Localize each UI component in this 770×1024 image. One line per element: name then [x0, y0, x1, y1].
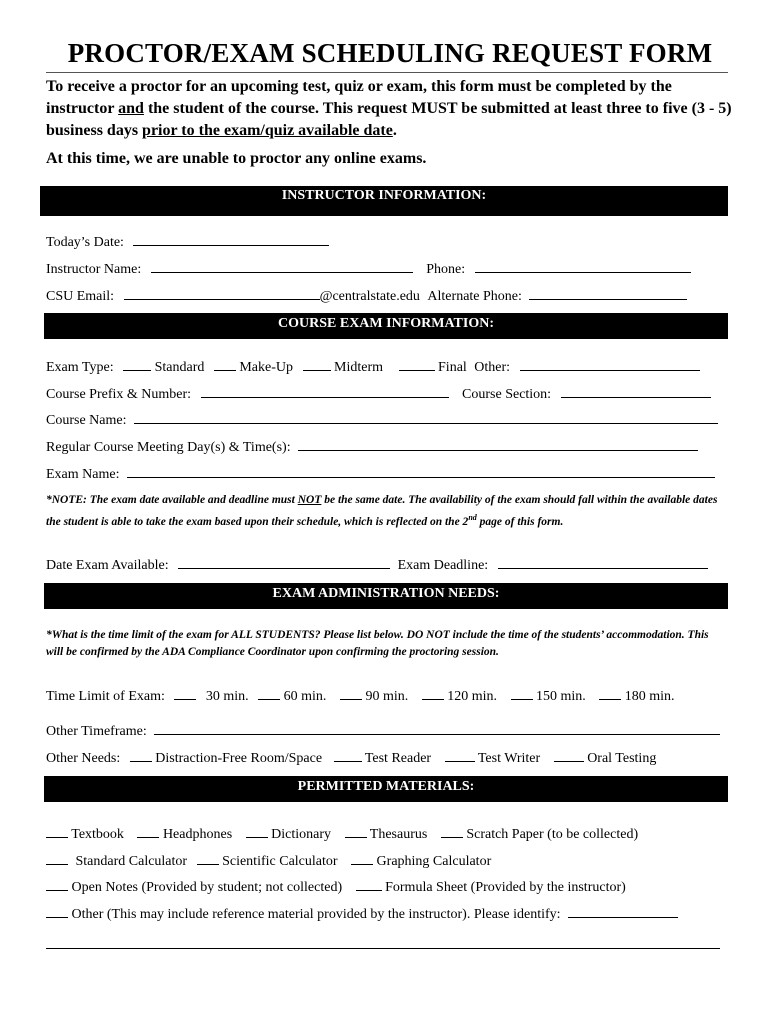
note-text-1: *NOTE: The exam date available and deadline must	[46, 494, 298, 506]
title-divider	[46, 72, 728, 73]
intro-prior-date: prior to the exam/quiz available date	[142, 122, 393, 139]
time-limit-note: *What is the time limit of the exam for ALL STUDENTS? Please list below. DO NOT include the time of the students’ accommodation. This will be confirmed by the ADA Compliance Coordinator upon confirming the proctoring session.	[46, 629, 709, 658]
scientific-calculator-checkbox[interactable]	[197, 853, 219, 865]
oral-testing-label: Oral Testing	[587, 751, 657, 766]
exam-name-row	[46, 466, 715, 483]
time-150-checkbox[interactable]	[511, 688, 533, 700]
other-material-field[interactable]	[568, 906, 678, 918]
test-writer-checkbox[interactable]	[445, 750, 475, 762]
time-30-label: 30 min.	[205, 689, 249, 704]
section-header-admin: EXAM ADMINISTRATION NEEDS:	[44, 583, 728, 609]
time-180-label: 180 min.	[624, 689, 675, 704]
section-header-instructor: INSTRUCTOR INFORMATION:	[40, 186, 728, 216]
test-writer-label: Test Writer	[477, 751, 541, 766]
textbook-label: Textbook	[71, 827, 124, 842]
meeting-time-field[interactable]	[298, 439, 698, 451]
makeup-checkbox[interactable]	[214, 359, 236, 371]
exam-name-label: Exam Name:	[46, 467, 120, 482]
other-timeframe-label: Other Timeframe:	[46, 724, 147, 739]
time-60-label: 60 min.	[283, 689, 327, 704]
time-limit-label: Time Limit of Exam:	[46, 689, 165, 704]
dictionary-checkbox[interactable]	[246, 826, 268, 838]
csu-email-row	[46, 288, 687, 305]
email-domain: @centralstate.edu	[319, 289, 420, 304]
todays-date-label: Today’s Date:	[46, 235, 124, 250]
scratch-paper-checkbox[interactable]	[441, 826, 463, 838]
thesaurus-checkbox[interactable]	[345, 826, 367, 838]
standard-checkbox[interactable]	[123, 359, 151, 371]
intro-text-3: .	[392, 122, 397, 139]
other-material-continuation-field[interactable]	[46, 948, 720, 949]
headphones-label: Headphones	[162, 827, 233, 842]
dictionary-label: Dictionary	[271, 827, 332, 842]
instructor-name-label: Instructor Name:	[46, 262, 142, 277]
exam-name-field[interactable]	[127, 466, 715, 478]
time-180-checkbox[interactable]	[599, 688, 621, 700]
exam-date-note	[46, 492, 726, 531]
standard-calculator-checkbox[interactable]	[46, 853, 68, 865]
phone-label: Phone:	[426, 262, 466, 277]
alternate-phone-label: Alternate Phone:	[427, 289, 522, 304]
intro-paragraph	[46, 76, 736, 142]
section-header-materials: PERMITTED MATERIALS:	[44, 776, 728, 802]
time-90-label: 90 min.	[365, 689, 409, 704]
oral-testing-checkbox[interactable]	[554, 750, 584, 762]
thesaurus-label: Thesaurus	[369, 827, 428, 842]
makeup-label: Make-Up	[239, 360, 294, 375]
time-60-checkbox[interactable]	[258, 688, 280, 700]
note-superscript: nd	[468, 513, 477, 522]
course-name-label: Course Name:	[46, 413, 127, 428]
other-needs-label: Other Needs:	[46, 751, 121, 766]
csu-email-label: CSU Email:	[46, 289, 115, 304]
exam-deadline-label: Exam Deadline:	[397, 558, 489, 573]
other-type-label: Other:	[474, 360, 511, 375]
course-prefix-row	[46, 386, 711, 403]
graphing-calculator-label: Graphing Calculator	[376, 854, 492, 869]
course-section-field[interactable]	[561, 386, 711, 398]
exam-type-row	[46, 359, 700, 376]
form-title: PROCTOR/EXAM SCHEDULING REQUEST FORM	[67, 38, 713, 68]
formula-sheet-checkbox[interactable]	[356, 879, 382, 891]
final-checkbox[interactable]	[399, 359, 435, 371]
meeting-time-label: Regular Course Meeting Day(s) & Time(s):	[46, 440, 291, 455]
standard-label: Standard	[154, 360, 205, 375]
alternate-phone-field[interactable]	[529, 288, 687, 300]
graphing-calculator-checkbox[interactable]	[351, 853, 373, 865]
midterm-checkbox[interactable]	[303, 359, 331, 371]
other-timeframe-row	[46, 723, 720, 740]
other-needs-row	[46, 750, 656, 767]
other-timeframe-field[interactable]	[154, 723, 720, 735]
exam-dates-row	[46, 557, 708, 574]
note-text-2: be the same date. The availability of the exam should fall within the available dates the student is able to take the exam based upon their schedule, which is reflected on the 2	[46, 494, 718, 528]
other-type-field[interactable]	[520, 359, 700, 371]
course-section-label: Course Section:	[462, 387, 552, 402]
test-reader-checkbox[interactable]	[334, 750, 362, 762]
formula-sheet-label: Formula Sheet (Provided by the instructor)	[385, 880, 626, 895]
date-available-label: Date Exam Available:	[46, 558, 169, 573]
distraction-free-label: Distraction-Free Room/Space	[155, 751, 323, 766]
csu-email-field[interactable]	[124, 288, 320, 300]
todays-date-row	[46, 234, 329, 251]
phone-field[interactable]	[475, 261, 691, 273]
course-name-field[interactable]	[134, 412, 718, 424]
headphones-checkbox[interactable]	[137, 826, 159, 838]
test-reader-label: Test Reader	[364, 751, 432, 766]
course-prefix-field[interactable]	[201, 386, 449, 398]
scratch-paper-label: Scratch Paper (to be collected)	[466, 827, 639, 842]
note-text-3: page of this form.	[476, 515, 564, 528]
materials-row-3	[46, 879, 626, 896]
scientific-calculator-label: Scientific Calculator	[222, 854, 338, 869]
time-90-checkbox[interactable]	[340, 688, 362, 700]
time-120-checkbox[interactable]	[422, 688, 444, 700]
final-label: Final	[438, 360, 467, 375]
section-header-course: COURSE EXAM INFORMATION:	[44, 313, 728, 339]
intro-text-1: To receive a proctor for an upcoming test, quiz or exam, this form must be completed by the instructor	[46, 78, 672, 117]
time-limit-row	[46, 688, 675, 705]
midterm-label: Midterm	[334, 360, 384, 375]
date-available-field[interactable]	[178, 557, 390, 569]
note-not: NOT	[297, 494, 322, 506]
standard-calculator-label: Standard Calculator	[75, 854, 188, 869]
materials-row-2	[46, 853, 491, 870]
time-120-label: 120 min.	[447, 689, 497, 704]
open-notes-label: Open Notes (Provided by student; not collected)	[71, 880, 343, 895]
course-prefix-label: Course Prefix & Number:	[46, 387, 192, 402]
time-150-label: 150 min.	[536, 689, 586, 704]
exam-type-label: Exam Type:	[46, 360, 114, 375]
other-material-label: Other (This may include reference material provided by the instructor). Please identify:	[71, 907, 561, 922]
exam-deadline-field[interactable]	[498, 557, 708, 569]
instructor-name-field[interactable]	[151, 261, 413, 273]
textbook-checkbox[interactable]	[46, 826, 68, 838]
online-exam-notice: At this time, we are unable to proctor any online exams.	[46, 150, 427, 167]
instructor-name-row	[46, 261, 691, 278]
course-name-row	[46, 412, 718, 429]
time-30-checkbox[interactable]	[174, 688, 196, 700]
todays-date-field[interactable]	[133, 234, 329, 246]
meeting-time-row	[46, 439, 698, 456]
materials-row-4	[46, 906, 678, 923]
distraction-free-checkbox[interactable]	[130, 750, 152, 762]
other-material-checkbox[interactable]	[46, 906, 68, 918]
intro-and: and	[118, 100, 144, 117]
materials-row-1	[46, 826, 638, 843]
open-notes-checkbox[interactable]	[46, 879, 68, 891]
intro-text-2: the student of the course. This request MUST be submitted at least three to five (3 - 5) business days	[46, 100, 732, 139]
